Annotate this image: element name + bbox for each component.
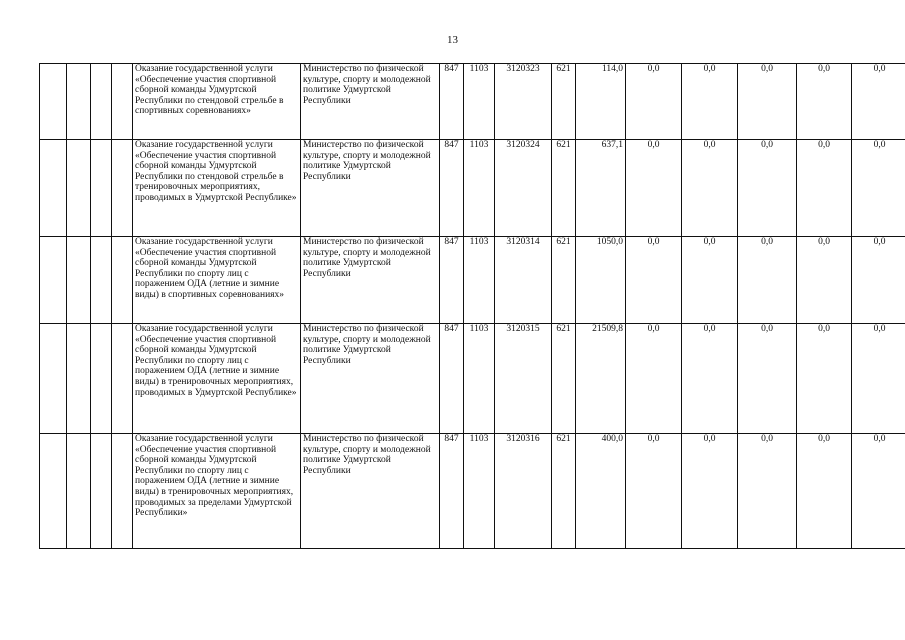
vr-code-cell: 621 [552, 324, 576, 434]
ministry-cell: Министерство по физической культуре, спорту и молодежной политике Удмуртской Республики [301, 140, 440, 237]
ministry-cell: Министерство по физической культуре, спорту и молодежной политике Удмуртской Республики [301, 324, 440, 434]
service-cell: Оказание государственной услуги «Обеспечение участия спортивной сборной команды Удмуртской Республики по стендовой стрельбе в спортивных соревнованиях» [133, 64, 301, 140]
blank-cell [91, 237, 112, 324]
amount-cell: 114,0 [576, 64, 626, 140]
target-code-cell: 3120323 [495, 64, 552, 140]
service-cell: Оказание государственной услуги «Обеспечение участия спортивной сборной команды Удмуртской Республики по спорту лиц с поражением ОДА (летние и зимние виды) в тренировочных мероприятиях, проводимых в Удмуртской Республике» [133, 324, 301, 434]
blank-cell [40, 64, 67, 140]
value-cell: 0,0 [626, 324, 682, 434]
value-cell: 0,0 [738, 237, 797, 324]
vr-code-cell: 621 [552, 64, 576, 140]
target-code-cell: 3120324 [495, 140, 552, 237]
table-row [40, 64, 905, 140]
vr-code-cell: 621 [552, 140, 576, 237]
section-code-cell: 1103 [464, 237, 495, 324]
blank-cell [40, 140, 67, 237]
value-cell: 0,0 [852, 140, 905, 237]
blank-cell [112, 434, 133, 549]
value-cell: 0,0 [682, 237, 738, 324]
value-cell: 0,0 [626, 237, 682, 324]
blank-cell [112, 324, 133, 434]
blank-cell [67, 434, 91, 549]
value-cell: 0,0 [797, 140, 852, 237]
section-code-cell: 1103 [464, 434, 495, 549]
page-number: 13 [447, 34, 458, 46]
value-cell: 0,0 [852, 64, 905, 140]
target-code-cell: 3120315 [495, 324, 552, 434]
vr-code-cell: 621 [552, 434, 576, 549]
value-cell: 0,0 [626, 64, 682, 140]
value-cell: 0,0 [852, 324, 905, 434]
blank-cell [112, 64, 133, 140]
blank-cell [67, 237, 91, 324]
value-cell: 0,0 [626, 140, 682, 237]
blank-cell [67, 324, 91, 434]
section-code-cell: 1103 [464, 140, 495, 237]
ministry-cell: Министерство по физической культуре, спорту и молодежной политике Удмуртской Республики [301, 434, 440, 549]
target-code-cell: 3120314 [495, 237, 552, 324]
grbs-code-cell: 847 [440, 324, 464, 434]
blank-cell [91, 324, 112, 434]
target-code-cell: 3120316 [495, 434, 552, 549]
value-cell: 0,0 [738, 434, 797, 549]
vr-code-cell: 621 [552, 237, 576, 324]
value-cell: 0,0 [797, 237, 852, 324]
value-cell: 0,0 [738, 324, 797, 434]
blank-cell [91, 140, 112, 237]
value-cell: 0,0 [738, 64, 797, 140]
value-cell: 0,0 [797, 64, 852, 140]
blank-cell [67, 140, 91, 237]
blank-cell [91, 64, 112, 140]
amount-cell: 1050,0 [576, 237, 626, 324]
grbs-code-cell: 847 [440, 64, 464, 140]
budget-table [39, 63, 905, 549]
table-row [40, 140, 905, 237]
ministry-cell: Министерство по физической культуре, спорту и молодежной политике Удмуртской Республики [301, 237, 440, 324]
value-cell: 0,0 [852, 434, 905, 549]
table-row [40, 434, 905, 549]
grbs-code-cell: 847 [440, 237, 464, 324]
value-cell: 0,0 [682, 324, 738, 434]
blank-cell [91, 434, 112, 549]
ministry-cell: Министерство по физической культуре, спорту и молодежной политике Удмуртской Республики [301, 64, 440, 140]
grbs-code-cell: 847 [440, 434, 464, 549]
value-cell: 0,0 [738, 140, 797, 237]
value-cell: 0,0 [797, 434, 852, 549]
blank-cell [112, 140, 133, 237]
amount-cell: 400,0 [576, 434, 626, 549]
value-cell: 0,0 [682, 140, 738, 237]
grbs-code-cell: 847 [440, 140, 464, 237]
value-cell: 0,0 [626, 434, 682, 549]
section-code-cell: 1103 [464, 324, 495, 434]
blank-cell [67, 64, 91, 140]
table-row [40, 324, 905, 434]
service-cell: Оказание государственной услуги «Обеспечение участия спортивной сборной команды Удмуртской Республики по стендовой стрельбе в тренировочных мероприятиях, проводимых в Удмуртской Республике» [133, 140, 301, 237]
service-cell: Оказание государственной услуги «Обеспечение участия спортивной сборной команды Удмуртской Республики по спорту лиц с поражением ОДА (летние и зимние виды) в тренировочных мероприятиях, проводимых за пределами Удмуртской Республики» [133, 434, 301, 549]
value-cell: 0,0 [852, 237, 905, 324]
amount-cell: 21509,8 [576, 324, 626, 434]
value-cell: 0,0 [682, 64, 738, 140]
table-row [40, 237, 905, 324]
service-cell: Оказание государственной услуги «Обеспечение участия спортивной сборной команды Удмуртской Республики по спорту лиц с поражением ОДА (летние и зимние виды) в спортивных соревнованиях» [133, 237, 301, 324]
amount-cell: 637,1 [576, 140, 626, 237]
blank-cell [40, 237, 67, 324]
value-cell: 0,0 [797, 324, 852, 434]
blank-cell [112, 237, 133, 324]
blank-cell [40, 324, 67, 434]
blank-cell [40, 434, 67, 549]
section-code-cell: 1103 [464, 64, 495, 140]
value-cell: 0,0 [682, 434, 738, 549]
